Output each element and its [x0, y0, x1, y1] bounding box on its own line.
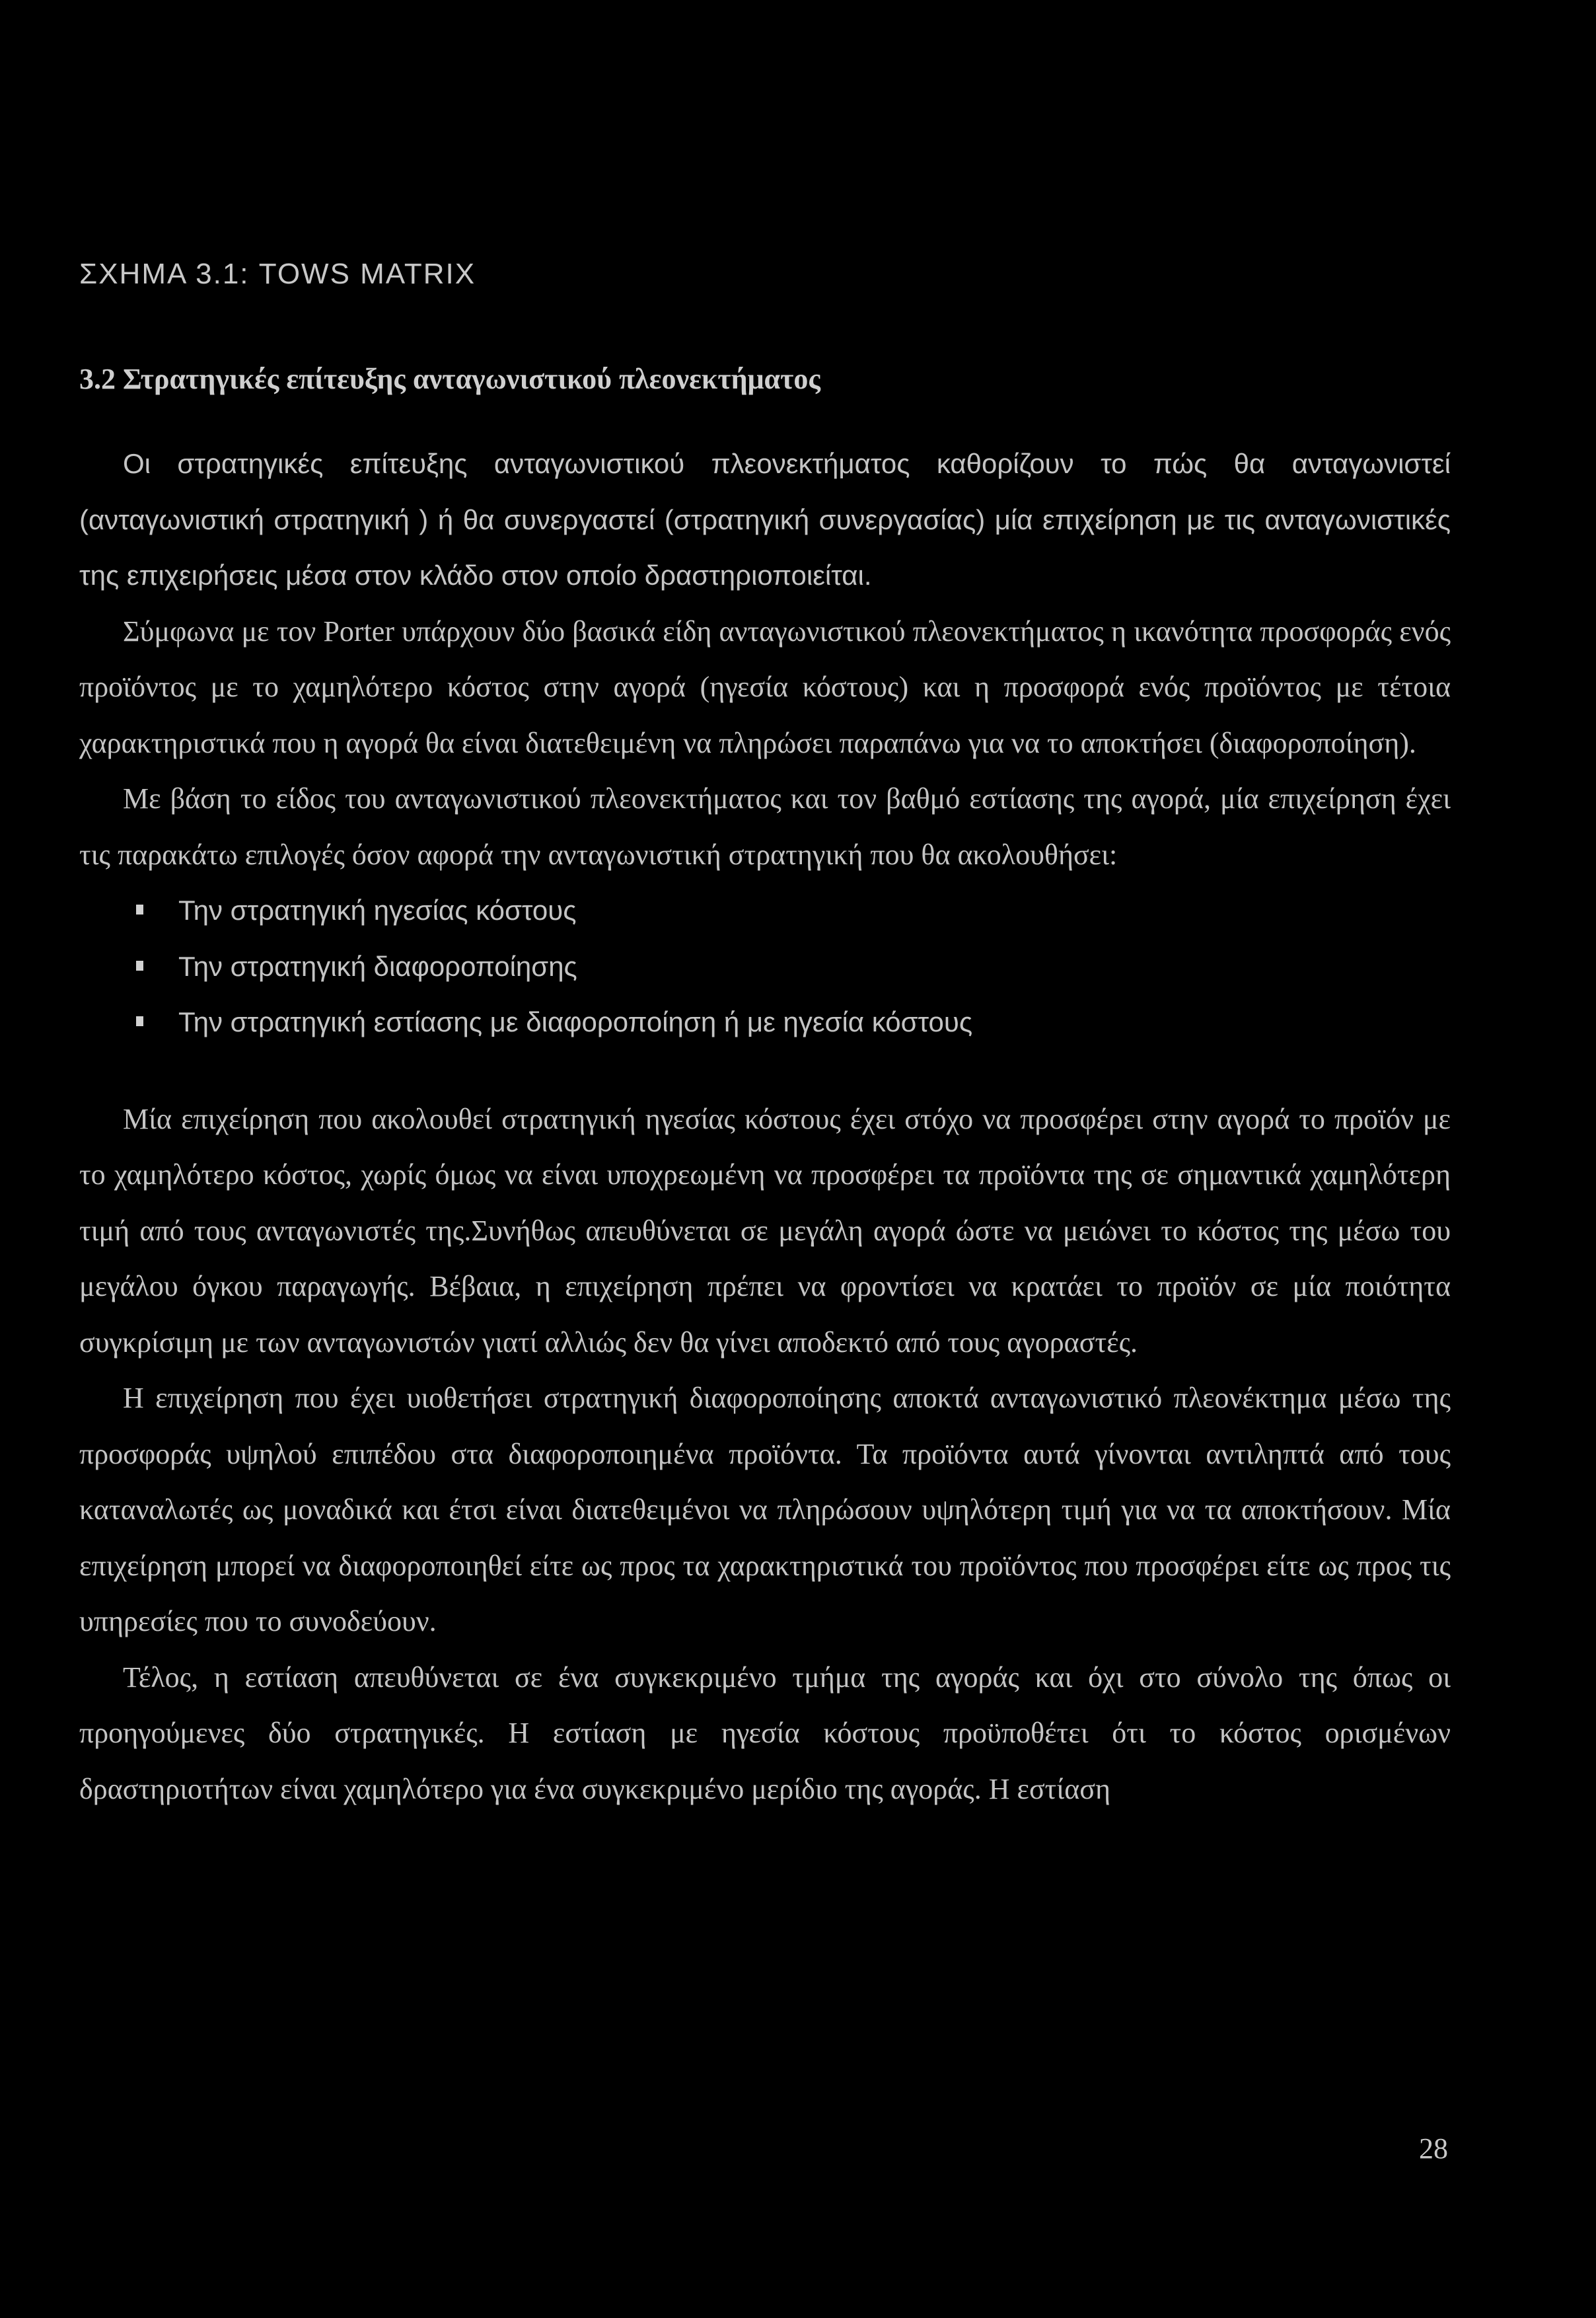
paragraph-intro: Οι στρατηγικές επίτευξης ανταγωνιστικού πλεονεκτήματος καθορίζουν το πώς θα ανταγωνιστεί (ανταγωνιστική στρατηγική ) ή θα συνεργαστεί (στρατηγική συνεργασίας) μία επιχείρηση με τις ανταγωνιστικές της επιχειρήσεις μέσα στον κλάδο στον οποίο δραστηριοποιείται.	[79, 448, 1451, 591]
body-text	[79, 436, 1451, 1817]
list-item-text: Την στρατηγική εστίασης με διαφοροποίηση ή με ηγεσία κόστους	[178, 1006, 973, 1037]
list-item-text: Την στρατηγική διαφοροποίησης	[178, 950, 577, 982]
square-bullet-icon	[136, 1016, 143, 1026]
spacer	[79, 1051, 1451, 1092]
figure-caption: ΣΧΗΜΑ 3.1: TOWS MATRIX	[79, 258, 476, 290]
paragraph-focus: Τέλος, η εστίαση απευθύνεται σε ένα συγκεκριμένο τμήμα της αγοράς και όχι στο σύνολο της όπως οι προηγούμενες δύο στρατηγικές. Η εστίαση με ηγεσία κόστους προϋποθέτει ότι το κόστος ορισμένων δραστηριοτήτων είναι χαμηλότερο για ένα συγκεκριμένο μερίδιο της αγοράς. Η εστίαση	[79, 1661, 1451, 1805]
list-item	[79, 939, 1451, 995]
square-bullet-icon	[136, 961, 143, 971]
paragraph-porter: Σύμφωνα με τον Porter υπάρχουν δύο βασικά είδη ανταγωνιστικού πλεονεκτήματος η ικανότητα προσφοράς ενός προϊόντος με το χαμηλότερο κόστος στην αγορά (ηγεσία κόστους) και η προσφορά ενός προϊόντος με τέτοια χαρακτηριστικά που η αγορά θα είναι διατεθειμένη να πληρώσει παραπάνω για να το αποκτήσει (διαφοροποίηση).	[79, 615, 1451, 759]
list-item-text: Την στρατηγική ηγεσίας κόστους	[178, 895, 577, 926]
paragraph-options: Με βάση το είδος του ανταγωνιστικού πλεονεκτήματος και τον βαθμό εστίασης της αγορά, μία επιχείρηση έχει τις παρακάτω επιλογές όσον αφορά την ανταγωνιστική στρατηγική που θα ακολουθήσει:	[79, 782, 1451, 871]
paragraph-differentiation: Η επιχείρηση που έχει υιοθετήσει στρατηγική διαφοροποίησης αποκτά ανταγωνιστικό πλεονέκτημα μέσω της προσφοράς υψηλού επιπέδου στα διαφοροποιημένα προϊόντα. Τα προϊόντα αυτά γίνονται αντιληπτά από τους καταναλωτές ως μοναδικά και έτσι είναι διατεθειμένοι να πληρώσουν υψηλότερη τιμή για να τα αποκτήσουν. Μία επιχείρηση μπορεί να διαφοροποιηθεί είτε ως προς τα χαρακτηριστικά του προϊόντος που προσφέρει είτε ως προς τις υπηρεσίες που το συνοδεύουν.	[79, 1382, 1451, 1637]
list-item	[79, 994, 1451, 1051]
square-bullet-icon	[136, 905, 143, 915]
paragraph-cost-leadership: Μία επιχείρηση που ακολουθεί στρατηγική ηγεσίας κόστους έχει στόχο να προσφέρει στην αγορά το προϊόν με το χαμηλότερο κόστος, χωρίς όμως να είναι υποχρεωμένη να προσφέρει τα προϊόντα της σε σημαντικά χαμηλότερη τιμή από τους ανταγωνιστές της.Συνήθως απευθύνεται σε μεγάλη αγορά ώστε να μειώνει το κόστος της μέσω του μεγάλου όγκου παραγωγής. Βέβαια, η επιχείρηση πρέπει να φροντίσει να κρατάει το προϊόν σε μία ποιότητα συγκρίσιμη με των ανταγωνιστών γιατί αλλιώς δεν θα γίνει αποδεκτό από τους αγοραστές.	[79, 1102, 1451, 1359]
strategy-list	[79, 883, 1451, 1051]
section-heading: 3.2 Στρατηγικές επίτευξης ανταγωνιστικού πλεονεκτήματος	[79, 363, 820, 395]
page-number: 28	[1419, 2132, 1448, 2165]
list-item	[79, 883, 1451, 939]
